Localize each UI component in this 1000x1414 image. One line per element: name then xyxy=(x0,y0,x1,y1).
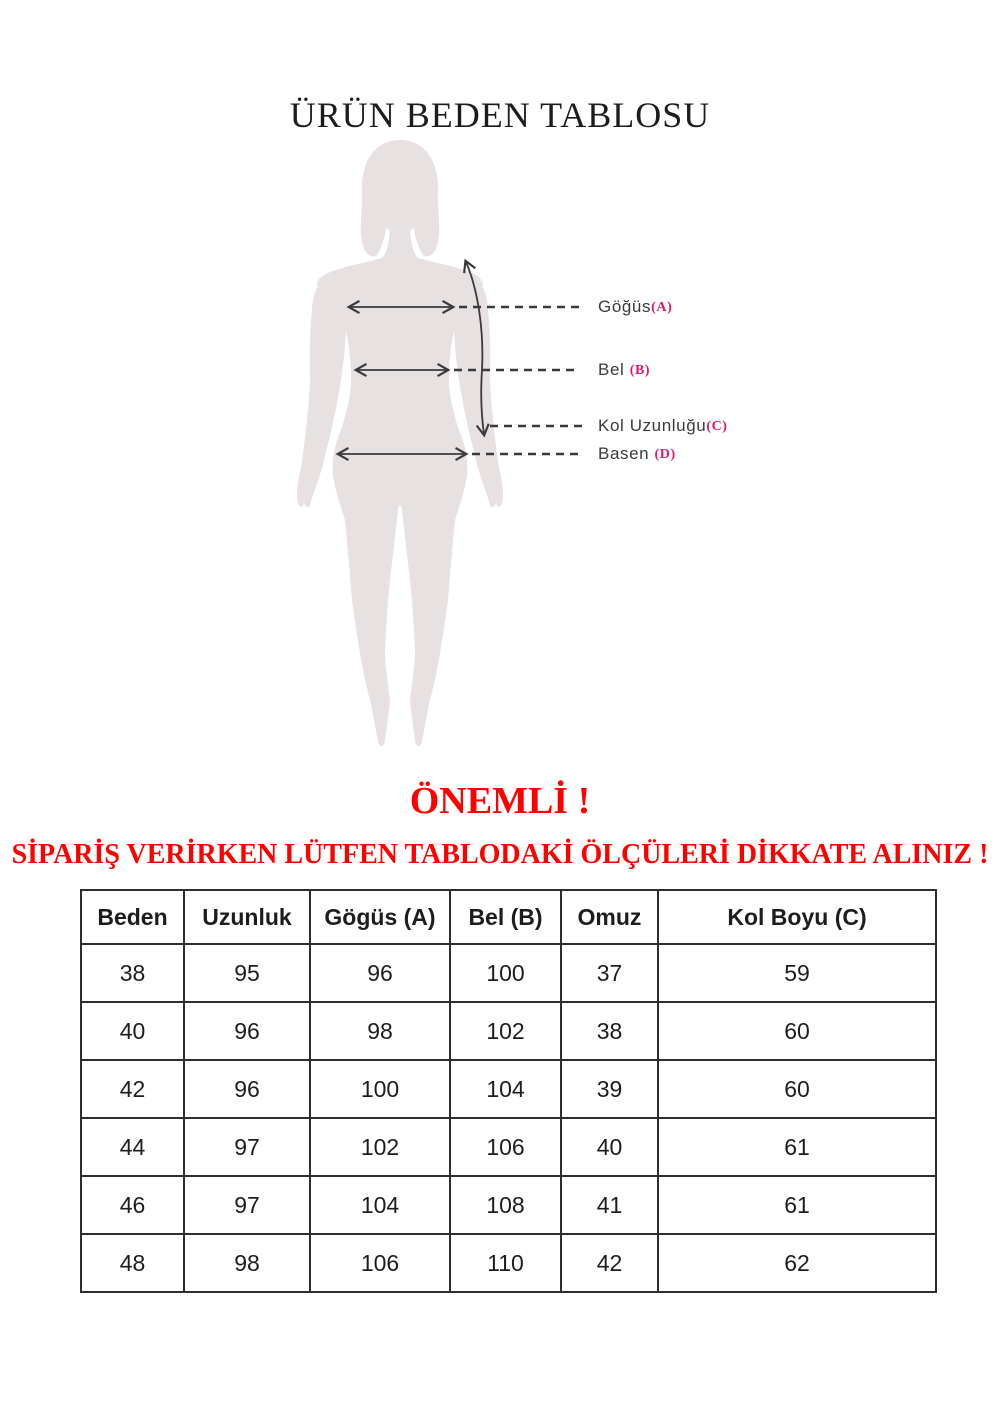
table-cell: 59 xyxy=(658,944,936,1002)
label-hip xyxy=(598,444,676,464)
size-table-header xyxy=(81,890,936,944)
table-cell: 110 xyxy=(450,1234,561,1292)
table-cell: 39 xyxy=(561,1060,658,1118)
label-arm-length-code: (C) xyxy=(706,419,728,434)
table-row xyxy=(81,1118,936,1176)
label-hip-code: (D) xyxy=(654,447,676,462)
table-cell: 48 xyxy=(81,1234,184,1292)
warning-text: SİPARİŞ VERİRKEN LÜTFEN TABLODAKİ ÖLÇÜLERİ DİKKATE ALINIZ ! xyxy=(11,839,989,870)
size-table-body xyxy=(81,944,936,1292)
table-cell: 95 xyxy=(184,944,310,1002)
label-arm-length-text: Kol Uzunluğu xyxy=(598,416,707,435)
table-cell: 97 xyxy=(184,1176,310,1234)
table-row xyxy=(81,1176,936,1234)
header-row xyxy=(81,890,936,944)
label-hip-text: Basen xyxy=(598,444,655,463)
header-bel: Bel (B) xyxy=(450,890,561,944)
table-cell: 37 xyxy=(561,944,658,1002)
table-cell: 102 xyxy=(310,1118,450,1176)
table-cell: 106 xyxy=(450,1118,561,1176)
table-cell: 104 xyxy=(310,1176,450,1234)
label-chest-code: (A) xyxy=(651,300,673,315)
header-kol-boyu: Kol Boyu (C) xyxy=(658,890,936,944)
table-cell: 98 xyxy=(310,1002,450,1060)
label-waist xyxy=(598,360,650,380)
table-cell: 104 xyxy=(450,1060,561,1118)
table-cell: 62 xyxy=(658,1234,936,1292)
table-cell: 96 xyxy=(310,944,450,1002)
table-cell: 100 xyxy=(310,1060,450,1118)
label-waist-text: Bel xyxy=(598,360,630,379)
table-row xyxy=(81,1060,936,1118)
table-cell: 40 xyxy=(561,1118,658,1176)
header-beden: Beden xyxy=(81,890,184,944)
table-cell: 100 xyxy=(450,944,561,1002)
table-cell: 97 xyxy=(184,1118,310,1176)
label-arm-length xyxy=(598,416,728,436)
header-omuz: Omuz xyxy=(561,890,658,944)
important-heading: ÖNEMLİ ! xyxy=(409,780,591,822)
table-cell: 96 xyxy=(184,1060,310,1118)
table-cell: 61 xyxy=(658,1118,936,1176)
table-cell: 60 xyxy=(658,1060,936,1118)
header-gogus: Gögüs (A) xyxy=(310,890,450,944)
table-row xyxy=(81,944,936,1002)
table-cell: 40 xyxy=(81,1002,184,1060)
table-cell: 46 xyxy=(81,1176,184,1234)
table-cell: 60 xyxy=(658,1002,936,1060)
table-cell: 44 xyxy=(81,1118,184,1176)
table-cell: 96 xyxy=(184,1002,310,1060)
label-chest-text: Göğüs xyxy=(598,297,652,316)
table-cell: 98 xyxy=(184,1234,310,1292)
table-cell: 102 xyxy=(450,1002,561,1060)
table-cell: 108 xyxy=(450,1176,561,1234)
measurement-diagram xyxy=(278,132,598,762)
table-cell: 42 xyxy=(81,1060,184,1118)
table-row xyxy=(81,1234,936,1292)
table-cell: 106 xyxy=(310,1234,450,1292)
header-uzunluk: Uzunluk xyxy=(184,890,310,944)
table-row xyxy=(81,1002,936,1060)
table-cell: 38 xyxy=(561,1002,658,1060)
label-waist-code: (B) xyxy=(629,363,651,378)
page-title: ÜRÜN BEDEN TABLOSU xyxy=(289,95,711,136)
size-table xyxy=(80,889,937,1293)
table-cell: 38 xyxy=(81,944,184,1002)
label-chest xyxy=(598,297,672,317)
table-cell: 42 xyxy=(561,1234,658,1292)
table-cell: 41 xyxy=(561,1176,658,1234)
table-cell: 61 xyxy=(658,1176,936,1234)
